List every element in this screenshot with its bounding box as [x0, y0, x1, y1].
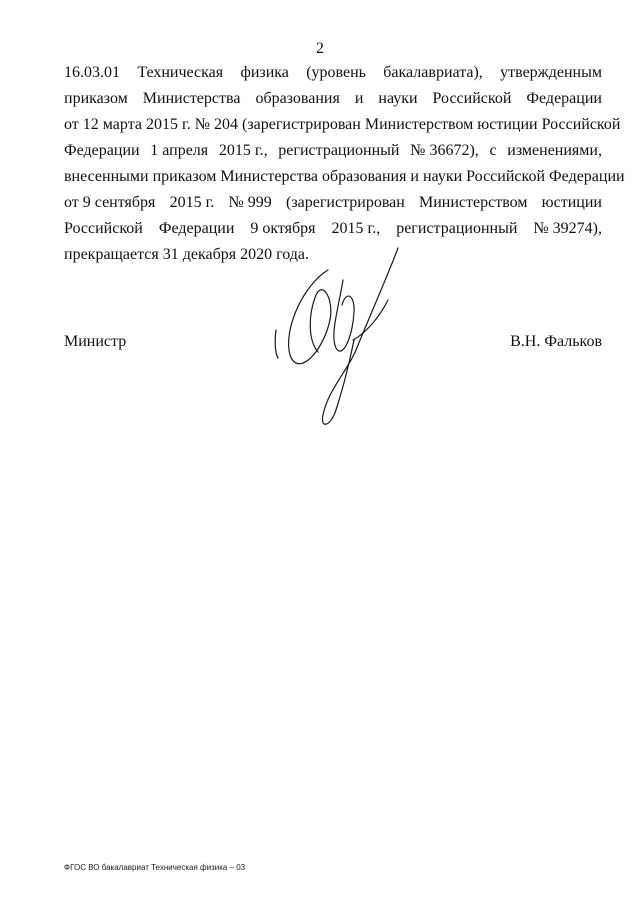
paragraph-word: 16.03.01: [64, 64, 120, 81]
paragraph-word: от 9 сентября: [64, 194, 156, 211]
paragraph-word: образования: [255, 90, 340, 107]
paragraph-line: [64, 112, 621, 138]
paragraph-word: 2015 г.: [169, 194, 215, 211]
paragraph-word: прекращается 31 декабря 2020 года.: [64, 246, 310, 263]
paragraph-word: бакалавриата),: [383, 64, 483, 81]
paragraph-word: 2015 г.,: [218, 142, 268, 159]
page-number: 2: [316, 40, 324, 57]
paragraph-word: Федерации: [526, 90, 602, 107]
paragraph-line: [64, 60, 602, 86]
paragraph-word: физика: [240, 64, 289, 81]
paragraph-word: Российской: [432, 90, 512, 107]
order-paragraph: [64, 60, 625, 268]
paragraph-word: приказом: [64, 90, 128, 107]
paragraph-word: регистрационный: [396, 220, 518, 237]
paragraph-line: [64, 138, 602, 164]
paragraph-word: Министерства: [142, 90, 241, 107]
paragraph-word: Министерством: [419, 194, 528, 211]
paragraph-word: от 12 марта 2015 г. № 204 (зарегистрирован Министерством юстиции Российской: [64, 116, 621, 133]
paragraph-word: регистрационный: [278, 142, 400, 159]
paragraph-word: науки: [378, 90, 418, 107]
signatory-position: Министр: [64, 333, 127, 350]
paragraph-word: № 999: [228, 194, 272, 211]
paragraph-line: [64, 216, 602, 242]
paragraph-word: с: [489, 142, 497, 159]
paragraph-word: юстиции: [541, 194, 602, 211]
paragraph-word: (зарегистрирован: [285, 194, 405, 211]
paragraph-word: 9 октября: [250, 220, 316, 237]
paragraph-line: [64, 86, 602, 112]
paragraph-word: Федерации: [158, 220, 235, 237]
signatory-name: В.Н. Фальков: [510, 333, 602, 350]
paragraph-word: Федерации: [64, 142, 140, 159]
paragraph-word: 2015 г.,: [331, 220, 381, 237]
paragraph-word: № 39274),: [533, 220, 602, 237]
paragraph-word: 1 апреля: [150, 142, 209, 159]
document-footer: ФГОС ВО бакалавриат Техническая физика – 03: [64, 863, 246, 872]
paragraph-line: [64, 164, 625, 190]
paragraph-word: изменениями,: [507, 142, 602, 159]
paragraph-word: № 36672),: [410, 142, 479, 159]
signature-block: [64, 333, 602, 351]
paragraph-word: Техническая: [137, 64, 224, 81]
paragraph-word: утвержденным: [500, 64, 602, 81]
paragraph-word: и: [354, 90, 364, 107]
paragraph-word: Российской: [64, 220, 143, 237]
paragraph-word: внесенными приказом Министерства образования и науки Российской Федерации: [64, 168, 625, 185]
paragraph-word: (уровень: [306, 64, 366, 81]
paragraph-line: [64, 190, 602, 216]
